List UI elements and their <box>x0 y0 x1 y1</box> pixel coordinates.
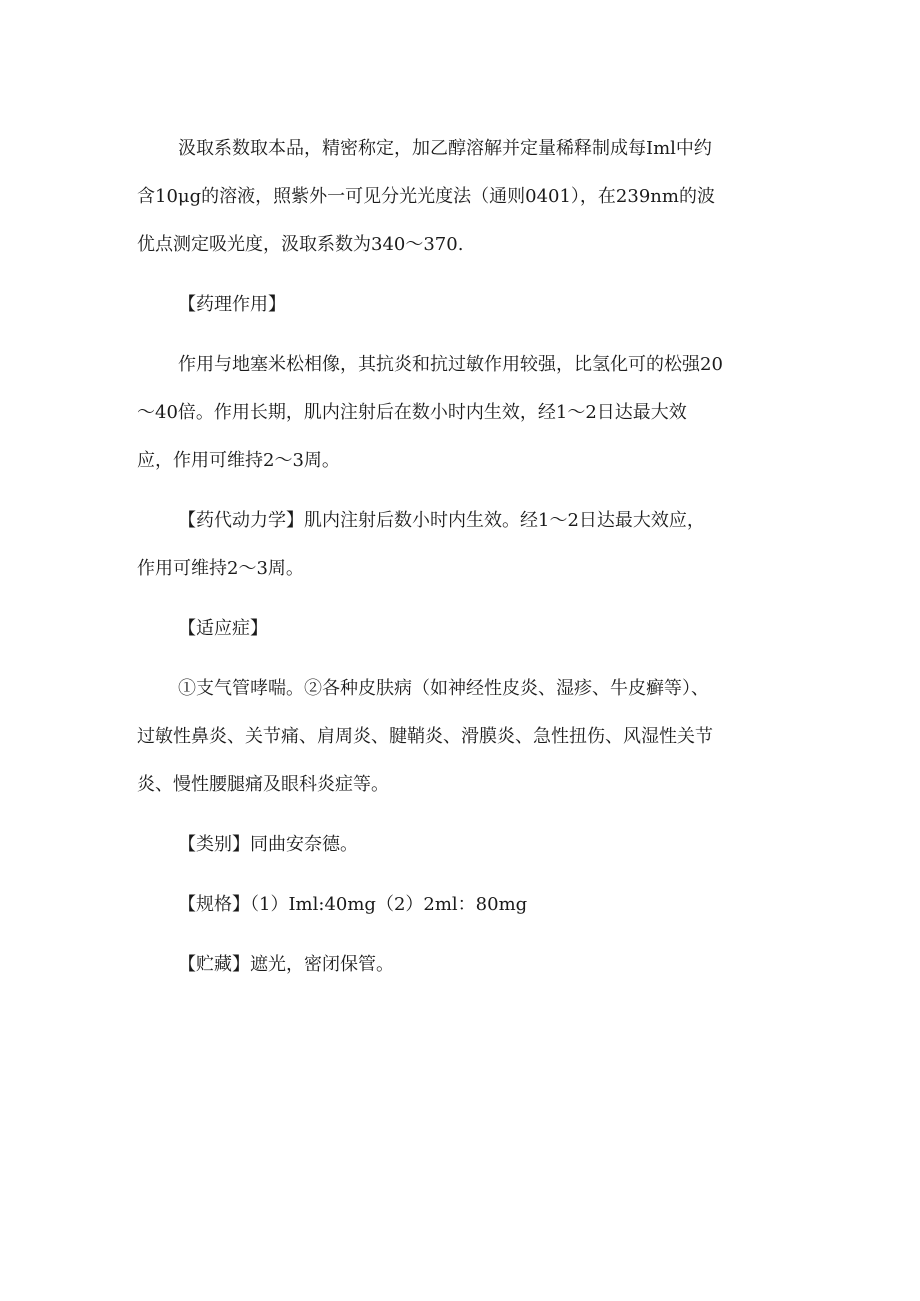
pharmacokinetics-line-2: 作用可维持2～3周。 <box>137 558 304 579</box>
pharmacology-line-1: 作用与地塞米松相像，其抗炎和抗过敏作用较强，比氢化可的松强20 <box>178 354 723 375</box>
indications-line-3: 炎、慢性腰腿痛及眼科炎症等。 <box>137 774 389 795</box>
pharmacology-heading: 【药理作用】 <box>178 294 286 315</box>
absorbance-line-2: 含10μg的溶液，照紫外一可见分光光度法（通则0401），在239nm的波 <box>137 186 715 207</box>
indications-heading: 【适应症】 <box>178 618 268 639</box>
pharmacology-line-2: ～40倍。作用长期，肌内注射后在数小时内生效，经1～2日达最大效 <box>137 402 687 423</box>
indications-line-1: ①支气管哮喘。②各种皮肤病（如神经性皮炎、湿疹、牛皮癣等）、 <box>178 678 709 699</box>
pharmacology-line-3: 应，作用可维持2～3周。 <box>137 450 340 471</box>
category-line: 【类别】同曲安奈德。 <box>178 834 358 855</box>
absorbance-line-1: 汲取系数取本品，精密称定，加乙醇溶解并定量稀释制成每Iml中约 <box>178 138 712 159</box>
specification-line: 【规格】（1）Iml:40mg（2）2ml：80mg <box>178 894 528 915</box>
absorbance-line-3: 优点测定吸光度，汲取系数为340～370. <box>137 234 464 255</box>
pharmacokinetics-line-1: 【药代动力学】肌内注射后数小时内生效。经1～2日达最大效应， <box>178 510 705 531</box>
indications-line-2: 过敏性鼻炎、关节痛、肩周炎、腱鞘炎、滑膜炎、急性扭伤、风湿性关节 <box>137 726 713 747</box>
storage-line: 【贮藏】遮光，密闭保管。 <box>178 954 394 975</box>
